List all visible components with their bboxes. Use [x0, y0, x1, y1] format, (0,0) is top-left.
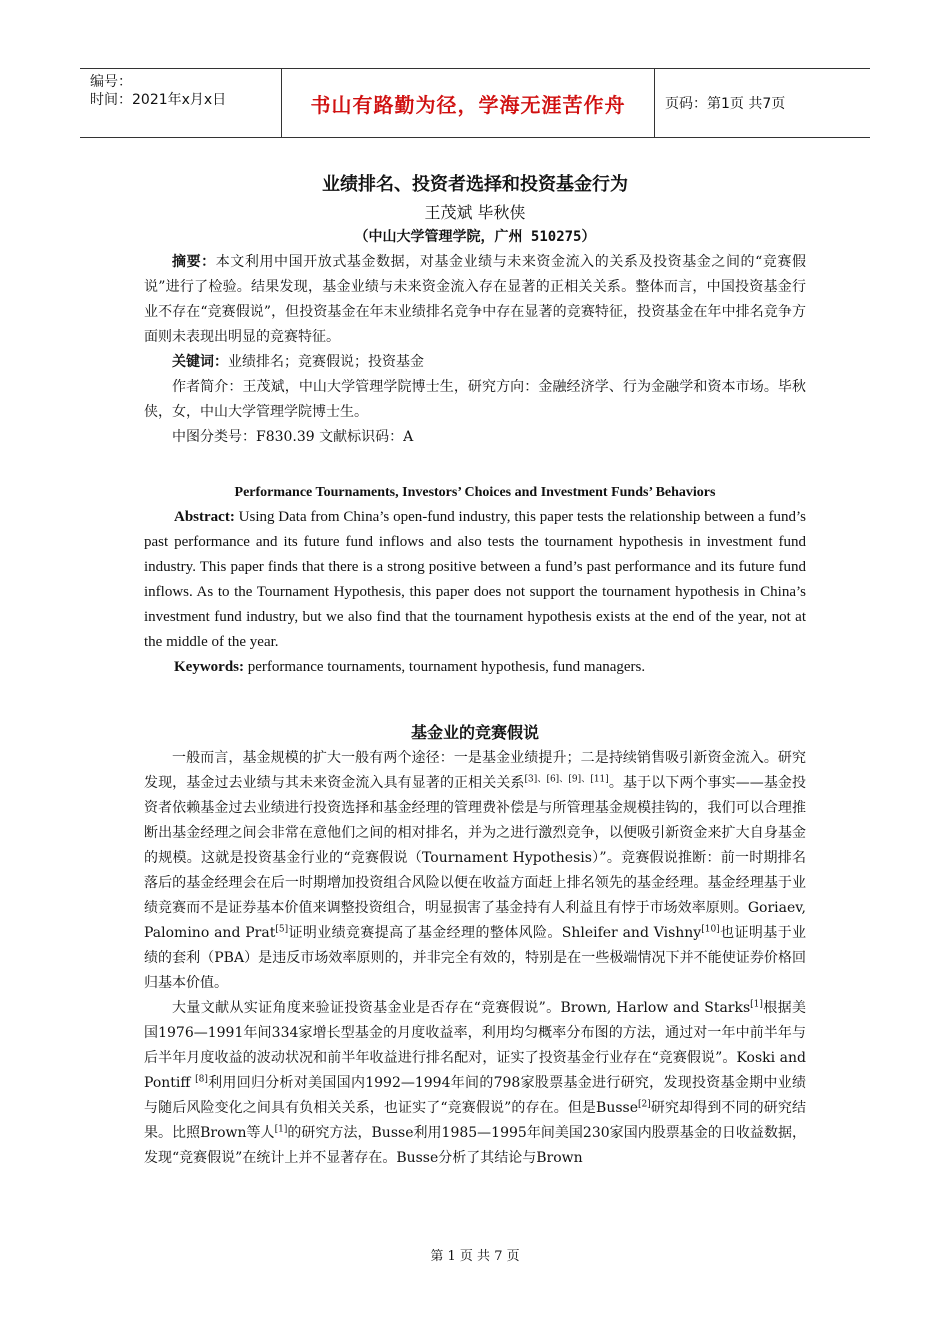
paper-title: 业绩排名、投资者选择和投资基金行为	[322, 174, 628, 195]
header-page: 页码：第1页 共7页	[665, 96, 786, 112]
citation[interactable]: [8]	[195, 1074, 208, 1085]
page-header	[80, 68, 870, 138]
citation[interactable]: [5]	[275, 924, 289, 935]
p2-text-c: 利用回归分析对美国国内1992—1994年间的798家股票基金进行研究，发现投资基金期中业绩与随后风险变化之间具有负相关关系，也证实了“竞赛假说”的存在。但是Busse	[144, 1075, 806, 1116]
paper-body	[144, 170, 806, 1171]
citation[interactable]: [10]	[701, 924, 720, 935]
page-footer: 第 1 页 共 7 页	[430, 1249, 520, 1264]
body-paragraph-1	[144, 746, 806, 996]
english-abstract	[144, 505, 806, 655]
header-motto: 书山有路勤为径，学海无涯苦作舟	[282, 69, 655, 137]
author-intro: 作者简介：王茂斌，中山大学管理学院博士生，研究方向：金融经济学、行为金融学和资本市场。毕秋侠，女，中山大学管理学院博士生。	[144, 379, 806, 420]
citation[interactable]: [1]	[750, 999, 763, 1010]
english-keywords-text: performance tournaments, tournament hypothesis, fund managers.	[244, 659, 646, 675]
english-title: Performance Tournaments, Investors’ Choices and Investment Funds’ Behaviors	[234, 485, 716, 500]
english-keywords	[144, 655, 806, 680]
english-abstract-text: Using Data from China’s open-fund industry, this paper tests the relationship between a fund’s past performance and its future fund inflows and also tests the tournament hypothesis in investment fund industry. This paper finds that there is a strong positive between a fund’s past performance and its future fund inflows. As to the Tournament Hypothesis, this paper does not support the tournament hypothesis in China’s investment fund industry, but we also find that the tournament hypothesis exists at the end of the year, not at the middle of the year.	[144, 509, 806, 650]
p1-text-c: 证明业绩竞赛提高了基金经理的整体风险。Shleifer and Vishny	[288, 925, 702, 941]
paper-authors: 王茂斌 毕秋侠	[424, 203, 526, 222]
p2-text-d: 研究却得到不同的研究结果。比照Brown等人	[144, 1100, 806, 1141]
english-abstract-label: Abstract:	[174, 509, 235, 525]
citation[interactable]: [1]	[274, 1124, 288, 1135]
p2-text-b: 根据美国1976—1991年间334家增长型基金的月度收益率，利用均匀概率分布图的方法，通过对一年中前半年与后半年月度收益的波动状况和前半年收益进行排名配对，证实了投资基金行业存在“竞赛假说”。Koski and Pontiff	[144, 1000, 806, 1091]
p1-text-d: 也证明基于业绩的套利（PBA）是违反市场效率原则的，并非完全有效的，特别是在一些极端情况下并不能使证券价格回归基本价值。	[144, 925, 807, 991]
english-keywords-label: Keywords:	[174, 659, 244, 675]
header-time: 时间：2021年x月x日	[90, 92, 227, 108]
citation[interactable]: [3]、[6]、[9]、[11]	[524, 774, 609, 785]
p1-text-a: 一般而言，基金规模的扩大一般有两个途径：一是基金业绩提升；二是持续销售吸引新资金流入。研究发现，基金过去业绩与其未来资金流入具有显著的正相关关系	[144, 750, 806, 791]
classification: 中图分类号：F830.39 文献标识码：A	[172, 429, 414, 445]
paper-affiliation: （中山大学管理学院，广州 510275）	[354, 229, 596, 245]
citation[interactable]: [2]	[638, 1099, 651, 1110]
body-paragraph-2	[144, 996, 806, 1171]
p1-text-b: 。基于以下两个事实——基金投资者依赖基金过去业绩进行投资选择和基金经理的管理费补偿是与所管理基金规模挂钩的，我们可以合理推断出基金经理之间会非常在意他们之间的相对排名，并为之进行激烈竞争，以便吸引新资金来扩大自身基金的规模。这就是投资基金行业的“竞赛假说（Tournament Hypothesis）”。竞赛假说推断：前一时期排名落后的基金经理会在后一时期增加投资组合风险以便在收益方面赶上排名领先的基金经理。基金经理基于业绩竞赛而不是证券基本价值来调整投资组合，明显损害了基金持有人利益且有悖于市场效率原则。Goriaev, Palomino and Prat	[144, 775, 807, 941]
abstract-label: 摘要：	[172, 254, 216, 270]
keywords-text: 业绩排名；竞赛假说；投资基金	[228, 354, 424, 370]
header-meta	[80, 69, 282, 137]
keywords-label: 关键词：	[172, 354, 228, 370]
p2-text-a: 大量文献从实证角度来验证投资基金业是否存在“竞赛假说”。Brown, Harlow and Starks	[172, 1000, 751, 1016]
section-title: 基金业的竞赛假说	[410, 723, 539, 742]
p2-text-e: 的研究方法，Busse利用1985—1995年间美国230家国内股票基金的日收益数据，发现“竞赛假说”在统计上并不显著存在。Busse分析了其结论与Brown	[144, 1125, 806, 1166]
abstract-text: 本文利用中国开放式基金数据，对基金业绩与未来资金流入的关系及投资基金之间的“竞赛假说”进行了检验。结果发现，基金业绩与未来资金流入存在显著的正相关关系。整体而言，中国投资基金行业不存在“竞赛假说”，但投资基金在年末业绩排名竞争中存在显著的竞赛特征，投资基金在年中排名竞争方面则未表现出明显的竞赛特征。	[144, 254, 806, 345]
keywords	[144, 350, 806, 375]
abstract	[144, 250, 806, 350]
header-number: 编号：	[90, 74, 132, 90]
